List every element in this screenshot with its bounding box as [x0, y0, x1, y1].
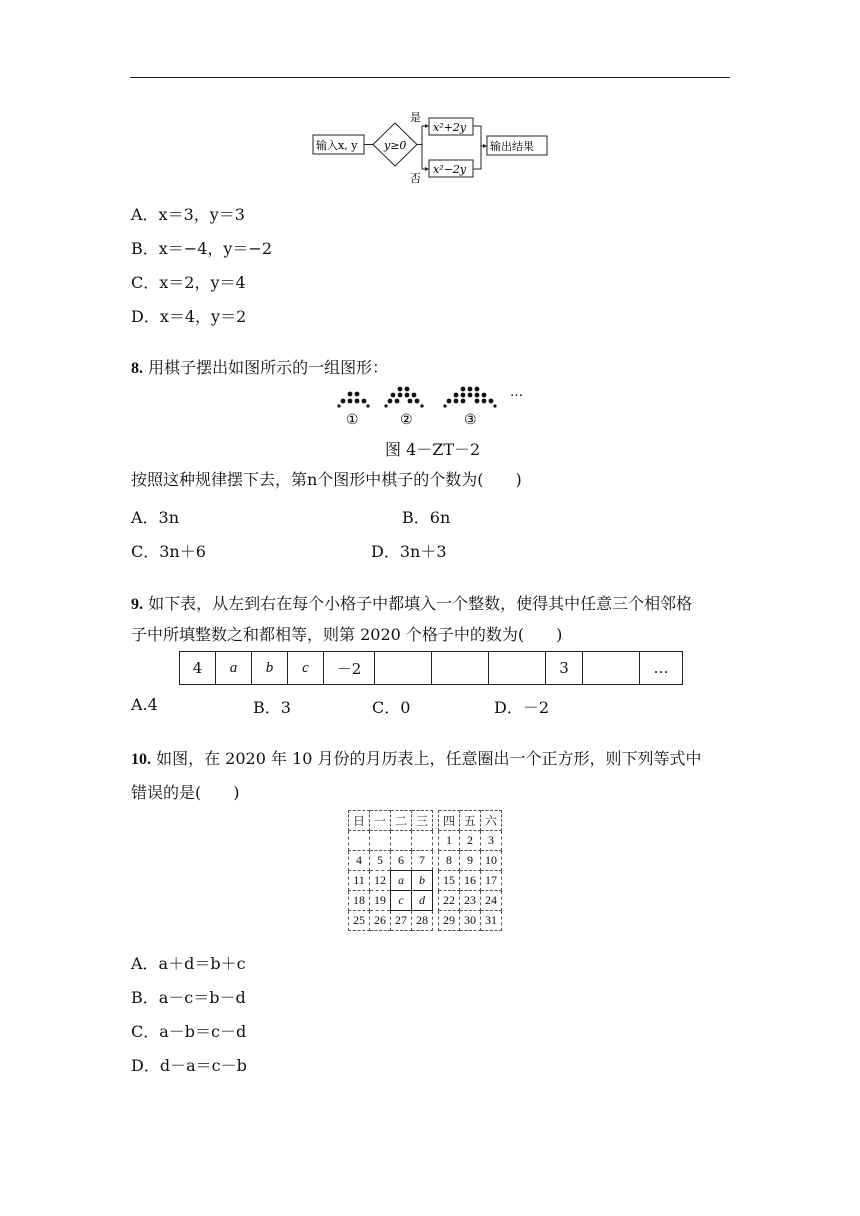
flow-no-expr: x²−2y — [433, 163, 467, 176]
q9-stem-line2: 子中所填整数之和都相等，则第 2020 个格子中的数为( ) — [131, 625, 563, 644]
cal-day: 28 — [412, 911, 433, 931]
cal-day: 17 — [481, 871, 502, 891]
cal-header: 日 — [349, 811, 370, 831]
cal-day: 12 — [370, 871, 391, 891]
flowchart-diagram — [300, 108, 570, 188]
cal-day: 24 — [481, 891, 502, 911]
q8-label-3: ③ — [464, 412, 477, 428]
q8-option-d[interactable]: D．3n＋3 — [371, 542, 447, 561]
calendar-row — [349, 871, 502, 891]
flow-yes-expr: x²+2y — [433, 121, 467, 134]
cal-day: 15 — [439, 871, 460, 891]
cal-day: 10 — [481, 851, 502, 871]
seq-cell — [489, 652, 546, 685]
cal-day — [349, 831, 370, 851]
flow-output: 输出结果 — [490, 140, 534, 153]
flow-condition: y≥0 — [384, 139, 407, 152]
seq-cell — [375, 652, 432, 685]
q8-stem — [131, 358, 388, 379]
seq-cell: a — [216, 652, 252, 685]
seq-cell: b — [252, 652, 288, 685]
seq-cell: … — [640, 652, 683, 685]
cal-square-b: b — [412, 871, 433, 891]
q10-stem-line1 — [131, 749, 702, 770]
q10-option-b[interactable]: B．a－c＝b－d — [131, 988, 246, 1007]
q9-option-d[interactable]: D．－2 — [494, 698, 550, 717]
q10-calendar — [348, 810, 502, 931]
cal-square-d: d — [412, 891, 433, 911]
flow-no-label: 否 — [410, 172, 421, 185]
cal-day: 16 — [460, 871, 481, 891]
q8-figure-caption: 图 4－ZT－2 — [385, 440, 481, 459]
q8-label-2: ② — [400, 412, 413, 428]
q8-text: 用棋子摆出如图所示的一组图形： — [148, 358, 389, 377]
q10-number: 10. — [131, 751, 151, 768]
calendar-row — [349, 911, 502, 931]
calendar-row — [349, 831, 502, 851]
cal-day: 11 — [349, 871, 370, 891]
q9-sequence-table — [179, 651, 683, 685]
q10-text-1: 如图，在 2020 年 10 月份的月历表上，任意圈出一个正方形，则下列等式中 — [156, 749, 702, 768]
header-rule — [130, 77, 730, 78]
q8-number: 8. — [131, 360, 143, 377]
cal-day — [370, 831, 391, 851]
cal-day: 31 — [481, 911, 502, 931]
cal-square-c: c — [391, 891, 412, 911]
cal-day: 22 — [439, 891, 460, 911]
cal-header: 四 — [439, 811, 460, 831]
q8-question: 按照这种规律摆下去，第n个图形中棋子的个数为( ) — [131, 470, 522, 489]
seq-cell: 3 — [546, 652, 583, 685]
cal-day: 30 — [460, 911, 481, 931]
cal-header: 六 — [481, 811, 502, 831]
q8-option-b[interactable]: B．6n — [402, 508, 451, 527]
q8-pattern-figure — [330, 384, 530, 428]
cal-day: 5 — [370, 851, 391, 871]
q9-number: 9. — [131, 596, 143, 613]
cal-day: 4 — [349, 851, 370, 871]
q10-option-d[interactable]: D．d－a＝c－b — [131, 1056, 247, 1075]
q9-option-a[interactable]: A.4 — [131, 695, 158, 714]
calendar-row — [349, 891, 502, 911]
cal-day: 7 — [412, 851, 433, 871]
q7-option-c[interactable]: C．x＝2，y＝4 — [131, 273, 246, 292]
q9-text-1: 如下表，从左到右在每个小格子中都填入一个整数，使得其中任意三个相邻格 — [148, 594, 693, 613]
cal-day — [391, 831, 412, 851]
cal-day: 9 — [460, 851, 481, 871]
cal-header: 二 — [391, 811, 412, 831]
q9-option-c[interactable]: C．0 — [372, 698, 411, 717]
q9-option-b[interactable]: B．3 — [253, 698, 291, 717]
seq-cell — [432, 652, 489, 685]
seq-cell — [583, 652, 640, 685]
q10-option-a[interactable]: A．a＋d＝b＋c — [131, 954, 246, 973]
cal-day: 23 — [460, 891, 481, 911]
seq-cell: 4 — [180, 652, 216, 685]
cal-day: 29 — [439, 911, 460, 931]
cal-day — [412, 831, 433, 851]
cal-square-a: a — [391, 871, 412, 891]
seq-cell: c — [288, 652, 324, 685]
cal-day: 19 — [370, 891, 391, 911]
cal-day: 27 — [391, 911, 412, 931]
q8-ellipsis: … — [510, 385, 523, 400]
flow-yes-label: 是 — [410, 111, 421, 124]
calendar-row — [349, 851, 502, 871]
q7-option-a[interactable]: A．x＝3，y＝3 — [131, 205, 245, 224]
q7-option-b[interactable]: B．x＝−4，y＝−2 — [131, 239, 272, 258]
cal-day: 8 — [439, 851, 460, 871]
flow-input: 输入x, y — [316, 139, 358, 152]
seq-cell: －2 — [324, 652, 375, 685]
q9-stem-line1 — [131, 594, 692, 615]
q10-option-c[interactable]: C．a－b＝c－d — [131, 1022, 247, 1041]
cal-day: 26 — [370, 911, 391, 931]
q8-option-c[interactable]: C．3n＋6 — [131, 542, 206, 561]
q7-option-d[interactable]: D．x＝4，y＝2 — [131, 307, 247, 326]
cal-day: 1 — [439, 831, 460, 851]
cal-day: 25 — [349, 911, 370, 931]
cal-day: 3 — [481, 831, 502, 851]
q10-stem-line2: 错误的是( ) — [131, 783, 240, 802]
cal-header: 五 — [460, 811, 481, 831]
cal-header: 三 — [412, 811, 433, 831]
cal-day: 2 — [460, 831, 481, 851]
q8-option-a[interactable]: A．3n — [131, 508, 180, 527]
cal-day: 6 — [391, 851, 412, 871]
calendar-header-row — [349, 811, 502, 831]
cal-header: 一 — [370, 811, 391, 831]
cal-day: 18 — [349, 891, 370, 911]
q8-label-1: ① — [346, 412, 359, 428]
